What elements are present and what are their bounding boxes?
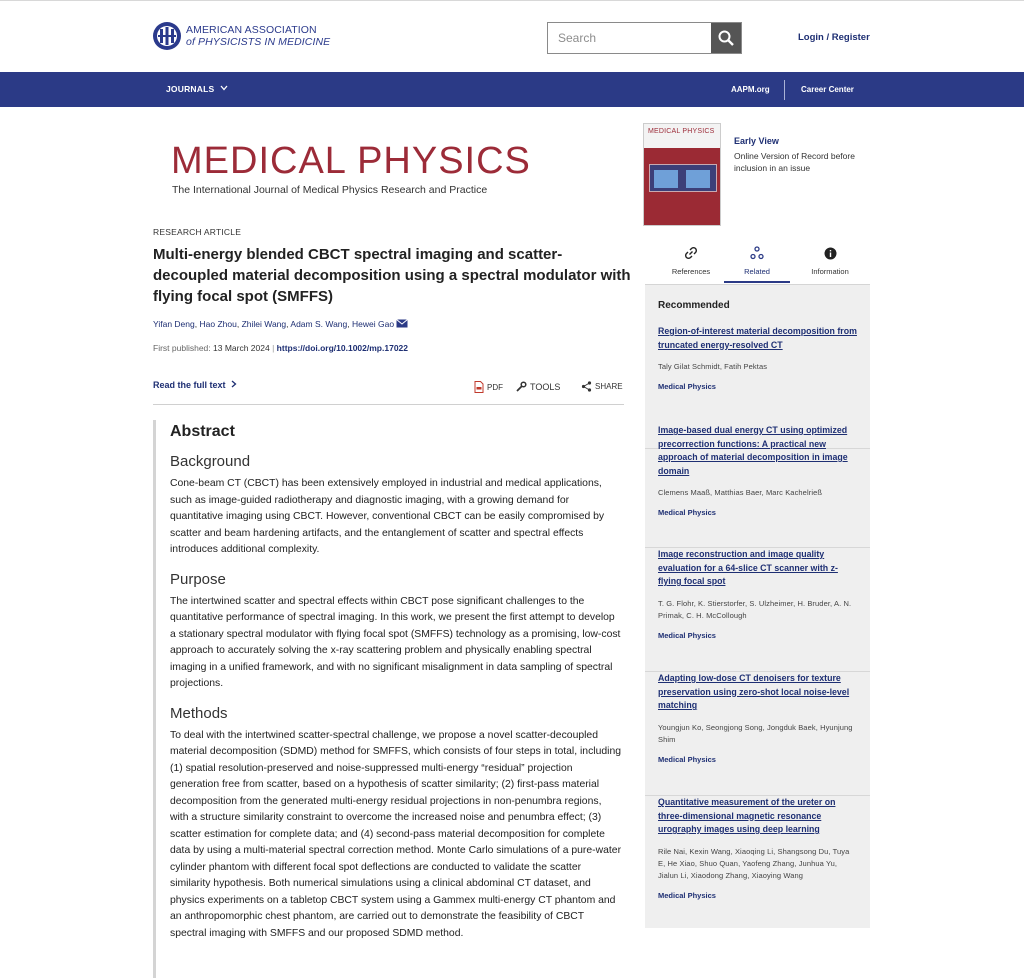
recommended-journal[interactable]: Medical Physics — [658, 630, 716, 640]
tools-button[interactable] — [515, 381, 560, 393]
search-input[interactable] — [548, 23, 711, 53]
abstract-paragraph-methods: To deal with the intertwined scatter-spectral challenge, we propose a novel scatter-decoupled material decomposition (SDMD) method for SMFFS, which consists of four steps in total, including (1) spatial resolution-preserved and noise-suppressed multi-energy “residual” projection generation free from scatter, based on a hypothesis of scatter similarity; (2) first-pass material decomposition from the generated multi-energy residual projections in non-penumbra regions, with a structure similarity constraint to overcome the increased noise and penumbra effect; (3) scatter estimation for complete data; and (4) second-pass material decomposition for complete data by using a multi-material spectral correction method. Monte Carlo simulations of a pure-water cylinder phantom with different focal spot deflections are conducted to validate the scatter similarity hypothesis. Both numerical simulations using a clinical abdominal CT dataset, and physics experiments on a tabletop CBCT system using a Gammex multi-energy CT phantom and an anthropomorphic chest phantom, are carried out to demonstrate the feasibility of CBCT spectral imaging with SMFFS and our proposed SDMD method. — [170, 729, 622, 939]
list-item — [645, 796, 870, 928]
recommended-article-link[interactable]: Quantitative measurement of the ureter on three-dimensional magnetic resonance urography images using deep learning — [658, 797, 836, 834]
search-box — [547, 22, 742, 54]
tab-information[interactable] — [790, 243, 870, 283]
author-list: Yifan Deng, Hao Zhou, Zhilei Wang, Adam S. Wang, Hewei Gao — [153, 319, 408, 329]
list-item — [645, 672, 870, 796]
aapm-logo[interactable] — [152, 19, 330, 53]
aapm-link[interactable]: AAPM.org — [731, 85, 770, 94]
abstract-heading-purpose: Purpose — [170, 570, 226, 588]
publication-info: First published: 13 March 2024 | https://doi.org/10.1002/mp.17022 — [153, 343, 408, 353]
article-title: Multi-energy blended CBCT spectral imaging and scatter-decoupled material decomposition using a spectral modulator with flying focal spot (SMFFS) — [153, 246, 631, 305]
tab-references[interactable] — [658, 243, 724, 283]
pdf-label: PDF — [487, 382, 503, 392]
recommended-authors: T. G. Flohr, K. Stierstorfer, S. Ulzheimer, H. Bruder, A. N. Primak, C. H. McCollough — [658, 598, 852, 620]
cover-title: MEDICAL PHYSICS — [648, 128, 715, 135]
cover-figure — [686, 170, 710, 188]
journals-label: JOURNALS — [166, 84, 215, 94]
abstract-heading-methods: Methods — [170, 704, 228, 722]
early-view-description: Online Version of Record before inclusion in an issue — [734, 151, 855, 173]
search-icon — [717, 29, 735, 47]
author-link[interactable]: Hewei Gao — [352, 319, 395, 329]
email-icon[interactable] — [396, 319, 408, 328]
recommended-journal[interactable]: Medical Physics — [658, 754, 716, 764]
first-published-label: First published: — [153, 343, 211, 353]
chevron-down-icon — [220, 85, 228, 91]
divider — [153, 404, 624, 405]
share-icon — [581, 381, 592, 392]
pdf-button[interactable] — [474, 381, 503, 393]
tab-information-label: Information — [811, 267, 849, 276]
main-navbar — [0, 72, 1024, 107]
read-full-text-label: Read the full text — [153, 380, 226, 390]
career-center-link[interactable]: Career Center — [801, 85, 854, 94]
info-icon — [824, 247, 837, 260]
site-header — [0, 0, 1024, 72]
abstract-paragraph-background: Cone-beam CT (CBCT) has been extensively employed in industrial and medical applications, such as image-guided radiotherapy and diagnostic imaging, with a growing demand for quantitative imaging using CBCT. However, conventional CBCT can be easily compromised by scatter and beam hardening artifacts, and the entanglement of scatter and spectral effects introduces additional complexity. — [170, 478, 605, 555]
author-link[interactable]: Yifan Deng — [153, 319, 195, 329]
link-icon — [684, 246, 698, 260]
recommended-article-link[interactable]: Region-of-interest material decomposition from truncated energy-resolved CT — [658, 326, 857, 350]
first-published-date: 13 March 2024 — [213, 343, 270, 353]
recommended-panel — [645, 285, 870, 928]
recommended-article-link[interactable]: Image-based dual energy CT using optimized precorrection functions: A practical new approach of material decomposition in image domain — [658, 425, 848, 476]
author-link[interactable]: Adam S. Wang — [290, 319, 348, 329]
article-type: RESEARCH ARTICLE — [153, 227, 242, 237]
logo-line-1: AMERICAN ASSOCIATION — [186, 24, 317, 36]
cover-header — [644, 124, 720, 148]
tab-references-label: References — [671, 267, 711, 276]
recommended-authors: Taly Gilat Schmidt, Fatih Pektas — [658, 362, 768, 371]
journal-banner-title[interactable]: MEDICAL PHYSICS — [171, 140, 531, 182]
abstract-title: Abstract — [170, 423, 235, 440]
journals-menu[interactable] — [166, 84, 228, 94]
recommended-journal[interactable]: Medical Physics — [658, 382, 716, 391]
recommended-authors: Youngjun Ko, Seongjong Song, Jongduk Baek, Hyunjung Shim — [658, 722, 853, 744]
author-link[interactable]: Hao Zhou — [199, 319, 237, 329]
recommended-journal[interactable]: Medical Physics — [658, 508, 716, 517]
journal-banner-subtitle: The International Journal of Medical Physics Research and Practice — [172, 184, 488, 196]
related-icon — [750, 246, 764, 260]
logo-line-2: of PHYSICISTS IN MEDICINE — [186, 36, 331, 48]
journal-cover-image[interactable] — [643, 123, 721, 226]
recommended-authors: Clemens Maaß, Matthias Baer, Marc Kachelrieß — [658, 488, 823, 497]
list-item — [645, 548, 870, 672]
recommended-article-link[interactable]: Adapting low-dose CT denoisers for texture preservation using zero-shot local noise-level matching — [658, 673, 850, 710]
search-button[interactable] — [711, 23, 741, 53]
abstract-section — [153, 420, 624, 978]
abstract-paragraph-purpose: The intertwined scatter and spectral effects within CBCT pose significant challenges to the quantitative performance of spectral imaging. In this work, we present the first attempt to develop a stationary spectral modulator with flying focal spot (SMFFS) technology as a promising, low-cost approach to accurately solving the x-ray scattering problem and physically enabling spectral imaging in a unified framework, and with no significant misalignment in data sampling of spectral projections. — [170, 595, 621, 689]
recommended-journal[interactable]: Medical Physics — [658, 890, 716, 900]
share-label: SHARE — [595, 382, 623, 391]
share-button[interactable] — [581, 381, 623, 392]
recommended-authors: Rile Nai, Kexin Wang, Xiaoqing Li, Shangsong Du, Tuya E, He Xiao, Shuo Quan, Yaofeng Zhang, Junhua Yu, Jialun Li, Xiaodong Zhang, Xiaoying Wang — [658, 846, 850, 880]
pdf-icon — [474, 381, 484, 393]
sidebar-tabs — [658, 243, 870, 283]
nav-divider — [784, 80, 785, 100]
list-item — [645, 424, 870, 548]
abstract-heading-background: Background — [170, 453, 251, 470]
cover-figure — [654, 170, 678, 188]
doi-link[interactable]: https://doi.org/10.1002/mp.17022 — [276, 343, 408, 353]
aapm-logo-text — [186, 24, 330, 48]
tab-related[interactable] — [724, 243, 790, 283]
cover-illustration — [649, 164, 717, 192]
recommended-article-link[interactable]: Image reconstruction and image quality evaluation for a 64-slice CT scanner with z-flying focal spot — [658, 549, 838, 586]
recommended-title: Recommended — [658, 300, 730, 311]
tools-label: TOOLS — [530, 382, 561, 392]
author-link[interactable]: Zhilei Wang — [241, 319, 287, 329]
login-register-link[interactable]: Login / Register — [798, 32, 870, 43]
tab-related-label: Related — [744, 267, 770, 276]
wrench-icon — [515, 381, 527, 393]
early-view-link[interactable]: Early View — [734, 136, 779, 146]
aapm-logo-icon — [152, 19, 182, 53]
chevron-right-icon — [231, 380, 237, 388]
read-full-text-link[interactable] — [153, 380, 237, 390]
